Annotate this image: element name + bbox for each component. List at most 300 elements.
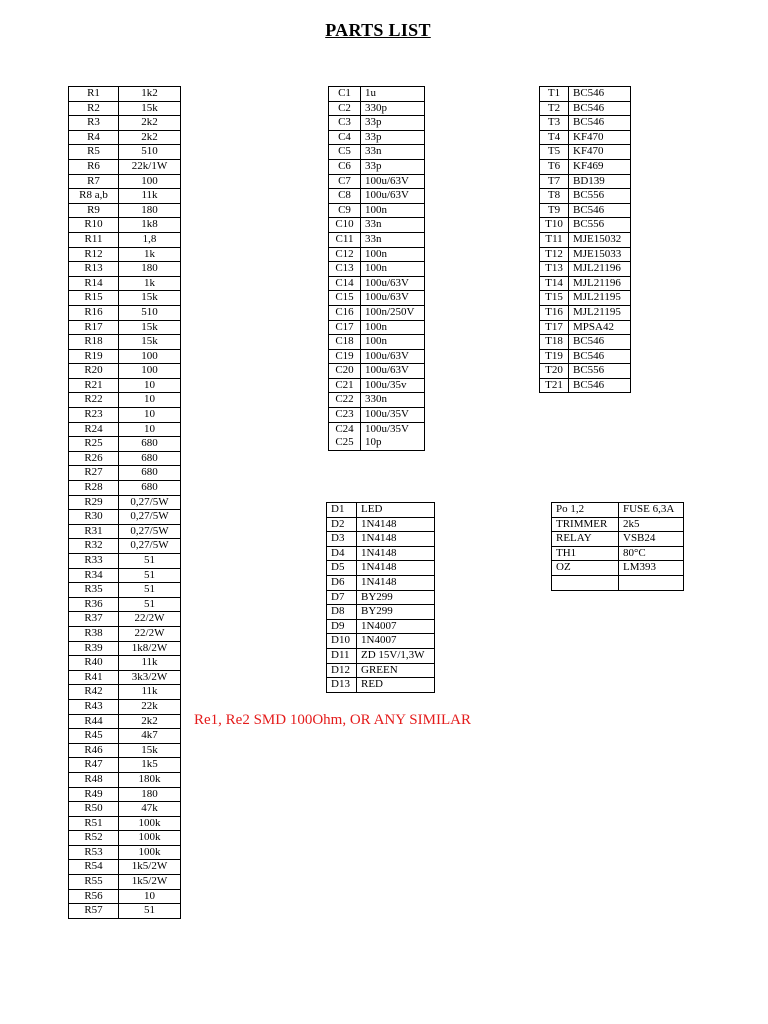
part-designator: D2 — [327, 517, 357, 532]
part-value: 100n — [361, 335, 425, 350]
part-value: 2k2 — [119, 714, 181, 729]
table-row — [69, 904, 181, 919]
table-row — [327, 605, 435, 620]
part-value: 1N4007 — [357, 634, 435, 649]
part-designator: R28 — [69, 481, 119, 496]
table-row — [329, 349, 425, 364]
part-designator: C15 — [329, 291, 361, 306]
part-designator: D13 — [327, 678, 357, 693]
part-designator: R10 — [69, 218, 119, 233]
part-designator: Po 1,2 — [552, 503, 619, 518]
table-row — [69, 875, 181, 890]
part-value: 100u/63V — [361, 174, 425, 189]
part-value: 100 — [119, 364, 181, 379]
part-value: 1N4148 — [357, 546, 435, 561]
part-designator: C5 — [329, 145, 361, 160]
part-value: 510 — [119, 145, 181, 160]
part-designator: R15 — [69, 291, 119, 306]
part-designator: R20 — [69, 364, 119, 379]
table-row — [540, 320, 631, 335]
table-row — [69, 364, 181, 379]
part-value: 51 — [119, 583, 181, 598]
part-value: KF469 — [569, 159, 631, 174]
part-value: BC556 — [569, 364, 631, 379]
table-row — [69, 802, 181, 817]
part-designator: C18 — [329, 335, 361, 350]
part-value: 100u/63V — [361, 291, 425, 306]
table-row — [540, 101, 631, 116]
part-value: 100u/63V — [361, 189, 425, 204]
part-value: 22k — [119, 699, 181, 714]
part-value: 11k — [119, 656, 181, 671]
part-value: FUSE 6,3A — [619, 503, 684, 518]
part-value: 1k5/2W — [119, 875, 181, 890]
part-value: 2k5 — [619, 517, 684, 532]
part-designator: R45 — [69, 729, 119, 744]
table-row — [69, 481, 181, 496]
part-designator: T14 — [540, 276, 569, 291]
part-value: 100u/35v — [361, 378, 425, 393]
table-row — [69, 656, 181, 671]
part-value: 10 — [119, 408, 181, 423]
part-value: 100u/35V — [361, 408, 425, 423]
part-value: 680 — [119, 437, 181, 452]
part-value: 100n — [361, 262, 425, 277]
table-row — [329, 262, 425, 277]
table-row — [540, 232, 631, 247]
part-designator: R31 — [69, 524, 119, 539]
table-row — [540, 305, 631, 320]
part-designator: R7 — [69, 174, 119, 189]
part-designator: T2 — [540, 101, 569, 116]
part-designator: C6 — [329, 159, 361, 174]
table-row — [69, 495, 181, 510]
part-value: 100k — [119, 845, 181, 860]
part-designator: R1 — [69, 87, 119, 102]
part-value: MPSA42 — [569, 320, 631, 335]
part-value: BY299 — [357, 590, 435, 605]
part-value: 0,27/5W — [119, 539, 181, 554]
table-row — [69, 699, 181, 714]
table-row — [329, 232, 425, 247]
part-value: 33n — [361, 218, 425, 233]
part-designator: T18 — [540, 335, 569, 350]
part-value: 680 — [119, 481, 181, 496]
table-row — [329, 422, 425, 450]
table-row — [552, 546, 684, 561]
part-value: 22k/1W — [119, 159, 181, 174]
table-row — [69, 247, 181, 262]
part-designator: C2 — [329, 101, 361, 116]
substitution-note: Re1, Re2 SMD 100Ohm, OR ANY SIMILAR — [194, 712, 471, 728]
part-designator: C10 — [329, 218, 361, 233]
table-row — [69, 641, 181, 656]
part-designator: C7 — [329, 174, 361, 189]
table-row — [69, 845, 181, 860]
table-row — [69, 422, 181, 437]
part-designator: R16 — [69, 305, 119, 320]
part-value: BD139 — [569, 174, 631, 189]
part-value: 80°C — [619, 546, 684, 561]
table-row — [69, 510, 181, 525]
part-designator: D1 — [327, 503, 357, 518]
part-designator: R14 — [69, 276, 119, 291]
part-designator: T8 — [540, 189, 569, 204]
part-value: 33n — [361, 145, 425, 160]
table-row — [327, 634, 435, 649]
part-designator: C24 C25 — [329, 422, 361, 450]
page-title: PARTS LIST — [325, 20, 431, 40]
part-designator: C11 — [329, 232, 361, 247]
table-row — [327, 546, 435, 561]
part-value: LM393 — [619, 561, 684, 576]
part-designator: R17 — [69, 320, 119, 335]
table-row — [69, 320, 181, 335]
part-designator: R44 — [69, 714, 119, 729]
part-designator: R57 — [69, 904, 119, 919]
part-designator: R51 — [69, 816, 119, 831]
part-designator: R8 a,b — [69, 189, 119, 204]
part-designator: R21 — [69, 378, 119, 393]
part-value: 15k — [119, 743, 181, 758]
part-designator: R54 — [69, 860, 119, 875]
table-row — [540, 335, 631, 350]
part-value: 33p — [361, 159, 425, 174]
part-value: 47k — [119, 802, 181, 817]
part-value: MJE15033 — [569, 247, 631, 262]
part-designator: R48 — [69, 772, 119, 787]
table-row — [69, 203, 181, 218]
part-value: 10 — [119, 393, 181, 408]
table-row — [327, 663, 435, 678]
part-designator: R33 — [69, 554, 119, 569]
table-row — [69, 101, 181, 116]
part-designator: T21 — [540, 378, 569, 393]
part-designator: T7 — [540, 174, 569, 189]
table-row — [69, 305, 181, 320]
table-row — [540, 203, 631, 218]
part-designator: TRIMMER — [552, 517, 619, 532]
part-designator: R37 — [69, 612, 119, 627]
part-designator: D12 — [327, 663, 357, 678]
part-designator: R4 — [69, 130, 119, 145]
part-designator: T6 — [540, 159, 569, 174]
part-designator: RELAY — [552, 532, 619, 547]
table-row — [540, 189, 631, 204]
table-row — [329, 87, 425, 102]
table-row — [540, 262, 631, 277]
part-value: 100 — [119, 174, 181, 189]
table-row — [69, 466, 181, 481]
part-designator: C4 — [329, 130, 361, 145]
part-value: MJL21196 — [569, 262, 631, 277]
part-value: BC546 — [569, 87, 631, 102]
part-designator: T13 — [540, 262, 569, 277]
part-value: 100u/63V — [361, 276, 425, 291]
table-row — [327, 561, 435, 576]
table-row — [69, 816, 181, 831]
part-designator: R43 — [69, 699, 119, 714]
part-value: 680 — [119, 451, 181, 466]
part-value: 100k — [119, 816, 181, 831]
table-row — [329, 320, 425, 335]
part-value: RED — [357, 678, 435, 693]
part-designator: R12 — [69, 247, 119, 262]
part-designator: R49 — [69, 787, 119, 802]
table-row — [69, 116, 181, 131]
part-value: 11k — [119, 685, 181, 700]
part-value: 1u — [361, 87, 425, 102]
part-designator: R39 — [69, 641, 119, 656]
part-designator: R52 — [69, 831, 119, 846]
part-designator: R53 — [69, 845, 119, 860]
part-value — [619, 575, 684, 590]
part-value: 680 — [119, 466, 181, 481]
part-value: 33p — [361, 130, 425, 145]
part-designator: D9 — [327, 619, 357, 634]
part-value: 1k2 — [119, 87, 181, 102]
part-designator: R3 — [69, 116, 119, 131]
part-designator: C23 — [329, 408, 361, 423]
table-row — [329, 393, 425, 408]
part-value: 15k — [119, 320, 181, 335]
part-value: 100 — [119, 349, 181, 364]
table-row — [329, 218, 425, 233]
table-row — [540, 218, 631, 233]
part-designator: T10 — [540, 218, 569, 233]
table-row — [327, 648, 435, 663]
part-value: 100n/250V — [361, 305, 425, 320]
part-value: MJL21195 — [569, 305, 631, 320]
table-row — [69, 685, 181, 700]
part-value: 1N4007 — [357, 619, 435, 634]
part-value: BC556 — [569, 218, 631, 233]
part-value: BC546 — [569, 335, 631, 350]
part-designator: T9 — [540, 203, 569, 218]
table-row — [329, 291, 425, 306]
table-row — [69, 189, 181, 204]
part-designator: D3 — [327, 532, 357, 547]
part-designator: T12 — [540, 247, 569, 262]
table-row — [69, 437, 181, 452]
table-row — [329, 101, 425, 116]
part-value: 100k — [119, 831, 181, 846]
part-designator: R2 — [69, 101, 119, 116]
part-value: BC546 — [569, 101, 631, 116]
table-row — [327, 517, 435, 532]
part-designator: D8 — [327, 605, 357, 620]
table-row — [69, 159, 181, 174]
part-value: 510 — [119, 305, 181, 320]
part-value: 180k — [119, 772, 181, 787]
part-value: MJL21196 — [569, 276, 631, 291]
table-row — [540, 159, 631, 174]
part-value: 330p — [361, 101, 425, 116]
part-designator: T17 — [540, 320, 569, 335]
resistors-table — [68, 86, 181, 919]
part-designator: D11 — [327, 648, 357, 663]
part-designator: R26 — [69, 451, 119, 466]
part-value: KF470 — [569, 130, 631, 145]
part-designator: C8 — [329, 189, 361, 204]
part-designator: R55 — [69, 875, 119, 890]
part-value: 2k2 — [119, 116, 181, 131]
part-designator: T20 — [540, 364, 569, 379]
part-value: 1k5 — [119, 758, 181, 773]
table-row — [69, 145, 181, 160]
part-designator: C3 — [329, 116, 361, 131]
table-row — [329, 159, 425, 174]
part-designator: C19 — [329, 349, 361, 364]
table-row — [552, 561, 684, 576]
part-designator: R40 — [69, 656, 119, 671]
part-designator: R34 — [69, 568, 119, 583]
part-designator: C20 — [329, 364, 361, 379]
table-row — [552, 517, 684, 532]
part-designator: R24 — [69, 422, 119, 437]
part-designator: R6 — [69, 159, 119, 174]
part-designator: C13 — [329, 262, 361, 277]
part-value: 0,27/5W — [119, 510, 181, 525]
part-designator: D10 — [327, 634, 357, 649]
part-designator: R22 — [69, 393, 119, 408]
part-value: 1N4148 — [357, 517, 435, 532]
part-value: GREEN — [357, 663, 435, 678]
table-row — [552, 575, 684, 590]
part-designator: D5 — [327, 561, 357, 576]
part-value: 10 — [119, 422, 181, 437]
table-row — [69, 291, 181, 306]
table-row — [540, 364, 631, 379]
table-row — [329, 174, 425, 189]
part-value: BC546 — [569, 349, 631, 364]
table-row — [540, 349, 631, 364]
table-row — [69, 758, 181, 773]
table-row — [329, 189, 425, 204]
part-designator: R9 — [69, 203, 119, 218]
table-row — [69, 831, 181, 846]
part-designator: T3 — [540, 116, 569, 131]
table-row — [329, 130, 425, 145]
part-value: 15k — [119, 101, 181, 116]
table-row — [540, 276, 631, 291]
table-row — [327, 503, 435, 518]
part-value: 51 — [119, 568, 181, 583]
part-designator: T11 — [540, 232, 569, 247]
part-designator: T16 — [540, 305, 569, 320]
part-designator: R50 — [69, 802, 119, 817]
table-row — [69, 276, 181, 291]
part-designator: R36 — [69, 597, 119, 612]
table-row — [69, 743, 181, 758]
part-designator: T5 — [540, 145, 569, 160]
part-designator: C1 — [329, 87, 361, 102]
part-designator: C17 — [329, 320, 361, 335]
part-value: VSB24 — [619, 532, 684, 547]
table-row — [69, 232, 181, 247]
part-designator: C14 — [329, 276, 361, 291]
part-designator: R13 — [69, 262, 119, 277]
part-value: 180 — [119, 787, 181, 802]
part-value: 4k7 — [119, 729, 181, 744]
part-value: 2k2 — [119, 130, 181, 145]
part-value: 1N4148 — [357, 575, 435, 590]
part-value: 1N4148 — [357, 532, 435, 547]
capacitors-table — [328, 86, 425, 451]
table-row — [329, 276, 425, 291]
part-value: 100n — [361, 203, 425, 218]
table-row — [69, 597, 181, 612]
table-row — [329, 378, 425, 393]
part-designator: R42 — [69, 685, 119, 700]
part-value: 1k8 — [119, 218, 181, 233]
diodes-table — [326, 502, 435, 693]
part-designator: R18 — [69, 335, 119, 350]
part-value: 1,8 — [119, 232, 181, 247]
table-row — [329, 247, 425, 262]
part-value: 1k — [119, 276, 181, 291]
part-value: 10 — [119, 889, 181, 904]
part-designator: R23 — [69, 408, 119, 423]
part-value: 10 — [119, 378, 181, 393]
part-designator: D4 — [327, 546, 357, 561]
table-row — [69, 174, 181, 189]
part-designator: C9 — [329, 203, 361, 218]
part-value: 22/2W — [119, 626, 181, 641]
part-value: 51 — [119, 597, 181, 612]
part-value: 180 — [119, 262, 181, 277]
part-designator: D7 — [327, 590, 357, 605]
table-row — [329, 305, 425, 320]
table-row — [69, 860, 181, 875]
table-row — [69, 130, 181, 145]
table-row — [69, 714, 181, 729]
table-row — [69, 787, 181, 802]
table-row — [327, 575, 435, 590]
table-row — [329, 145, 425, 160]
part-designator: OZ — [552, 561, 619, 576]
part-value: 51 — [119, 904, 181, 919]
table-row — [540, 378, 631, 393]
part-designator: R41 — [69, 670, 119, 685]
part-designator: R32 — [69, 539, 119, 554]
table-row — [329, 364, 425, 379]
table-row — [540, 247, 631, 262]
part-value: BC546 — [569, 378, 631, 393]
table-row — [327, 678, 435, 693]
table-row — [69, 408, 181, 423]
part-value: ZD 15V/1,3W — [357, 648, 435, 663]
part-value: 15k — [119, 291, 181, 306]
part-value: 1k — [119, 247, 181, 262]
part-value: 51 — [119, 554, 181, 569]
part-value: BC556 — [569, 189, 631, 204]
table-row — [69, 729, 181, 744]
part-value: 1N4148 — [357, 561, 435, 576]
table-row — [69, 451, 181, 466]
table-row — [329, 408, 425, 423]
table-row — [327, 619, 435, 634]
table-row — [69, 889, 181, 904]
part-designator: C21 — [329, 378, 361, 393]
part-value: 180 — [119, 203, 181, 218]
part-value: MJE15032 — [569, 232, 631, 247]
part-value: 3k3/2W — [119, 670, 181, 685]
part-designator: C22 — [329, 393, 361, 408]
part-designator: D6 — [327, 575, 357, 590]
table-row — [69, 393, 181, 408]
part-designator: R5 — [69, 145, 119, 160]
